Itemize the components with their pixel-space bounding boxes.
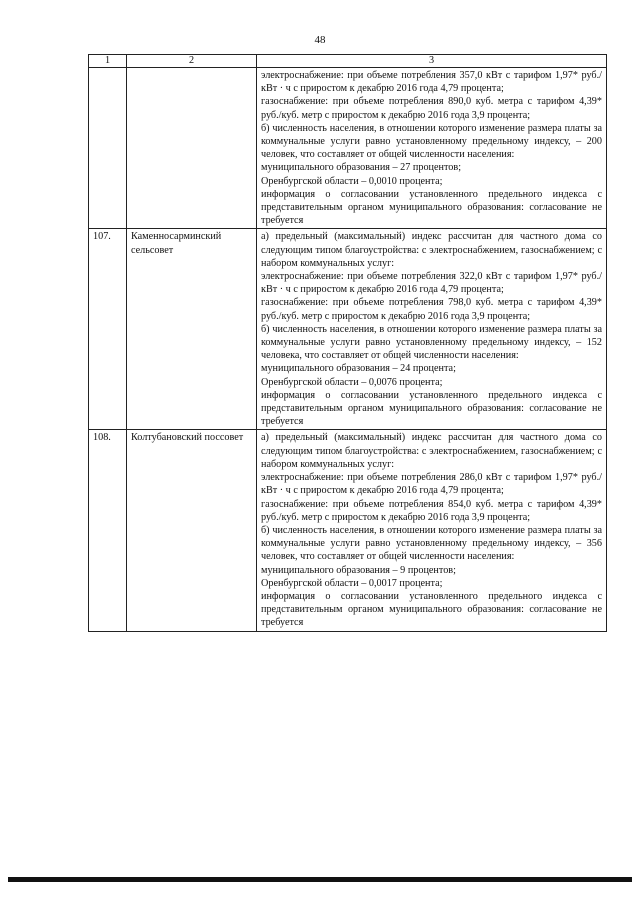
detail-paragraph: б) численность населения, в отношении которого изменение размера платы за коммунальные услуги равно установленному предельному индексу, – 356 человек, что составляет от общей численности населения:: [261, 524, 602, 563]
municipality-name: Каменносарминский сельсовет: [127, 229, 257, 430]
row-number: 107.: [89, 229, 127, 430]
detail-paragraph: электроснабжение: при объеме потребления 286,0 кВт с тарифом 1,97* руб./кВт · ч с приростом к декабрю 2016 года 4,79 процента;: [261, 472, 602, 497]
row-number: [89, 68, 127, 229]
data-table: [88, 54, 607, 632]
detail-paragraph: газоснабжение: при объеме потребления 854,0 куб. метра с тарифом 4,39* руб./куб. метр с приростом к декабрю 2016 года 3,9 процента;: [261, 498, 602, 523]
page-number: 48: [314, 34, 326, 46]
detail-paragraph: а) предельный (максимальный) индекс рассчитан для частного дома со следующим типом благоустройства: с электроснабжением, газоснабжением; с набором коммунальных услуг:: [261, 432, 602, 470]
detail-paragraph: муниципального образования – 9 процентов;: [261, 564, 456, 576]
detail-paragraph: а) предельный (максимальный) индекс рассчитан для частного дома со следующим типом благоустройства: с электроснабжением, газоснабжением; с набором коммунальных услуг:: [261, 231, 602, 269]
detail-paragraph: газоснабжение: при объеме потребления 890,0 куб. метра с тарифом 4,39* руб./куб. метр с приростом к декабрю 2016 года 3,9 процента;: [261, 96, 602, 121]
detail-paragraph: муниципального образования – 27 процентов;: [261, 162, 462, 174]
table-row: [89, 430, 607, 631]
detail-paragraph: информация о согласовании установленного предельного индекса с представительным органом муниципального образования: согласование не требуется: [261, 590, 602, 629]
detail-paragraph: газоснабжение: при объеме потребления 798,0 куб. метра с тарифом 4,39* руб./куб. метр с приростом к декабрю 2016 года 3,9 процента;: [261, 297, 602, 322]
detail-paragraph: б) численность населения, в отношении которого изменение размера платы за коммунальные услуги равно установленному предельному индексу, – 200 человек, что составляет от общей численности населения:: [261, 122, 602, 161]
municipality-name: [127, 68, 257, 229]
index-details: [257, 430, 607, 631]
index-details: [257, 229, 607, 430]
detail-paragraph: электроснабжение: при объеме потребления 322,0 кВт с тарифом 1,97* руб./кВт · ч с приростом к декабрю 2016 года 4,79 процента;: [261, 271, 602, 296]
table-body: [89, 68, 607, 632]
detail-paragraph: информация о согласовании установленного предельного индекса с представительным органом муниципального образования: согласование не требуется: [261, 389, 602, 428]
row-number: 108.: [89, 430, 127, 631]
detail-paragraph: муниципального образования – 24 процента;: [261, 363, 456, 375]
detail-paragraph: информация о согласовании установленного предельного индекса с представительным органом муниципального образования: согласование не требуется: [261, 188, 602, 227]
municipality-name: Колтубановский поссовет: [127, 430, 257, 631]
column-header-municipality: 2: [127, 55, 257, 68]
index-details: [257, 68, 607, 229]
column-header-number: 1: [89, 55, 127, 68]
table-header-row: [89, 55, 607, 68]
table-row: [89, 229, 607, 430]
detail-paragraph: электроснабжение: при объеме потребления 357,0 кВт с тарифом 1,97* руб./кВт · ч с приростом к декабрю 2016 года 4,79 процента;: [261, 70, 602, 95]
column-header-details: 3: [257, 55, 607, 68]
detail-paragraph: б) численность населения, в отношении которого изменение размера платы за коммунальные услуги равно установленному предельному индексу, – 152 человека, что составляет от общей численности населения:: [261, 323, 602, 362]
detail-paragraph: Оренбургской области – 0,0076 процента;: [261, 376, 443, 388]
table-row: [89, 68, 607, 229]
detail-paragraph: Оренбургской области – 0,0010 процента;: [261, 175, 443, 187]
bottom-rule: [8, 877, 632, 882]
detail-paragraph: Оренбургской области – 0,0017 процента;: [261, 577, 443, 589]
